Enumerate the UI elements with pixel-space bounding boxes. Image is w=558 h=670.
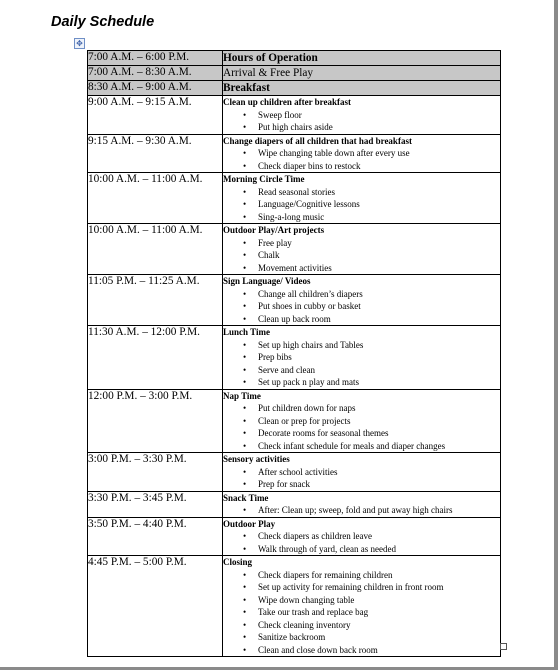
task-list: [223, 288, 500, 326]
schedule-row: [88, 491, 501, 517]
task-item: • Check diapers for remaining children: [243, 569, 500, 582]
task-item: • Walk through of yard, clean as needed: [243, 543, 500, 556]
task-item: • Prep bibs: [243, 351, 500, 364]
activity-cell: [223, 96, 501, 135]
activity-title: Outdoor Play/Art projects: [223, 225, 325, 235]
activity-title: Morning Circle Time: [223, 174, 305, 184]
task-item: • After school activities: [243, 466, 500, 479]
schedule-table: [87, 50, 501, 657]
task-item: • Set up pack n play and mats: [243, 376, 500, 389]
header-time-cell: 8:30 A.M. – 9:00 A.M.: [88, 81, 223, 96]
time-cell: 3:00 P.M. – 3:30 P.M.: [88, 453, 223, 492]
activity-title: Sign Language/ Videos: [223, 276, 311, 286]
activity-cell: [223, 389, 501, 453]
table-move-handle-icon[interactable]: ✥: [74, 38, 85, 49]
task-item: • Wipe changing table down after every use: [243, 147, 500, 160]
task-item: • Prep for snack: [243, 478, 500, 491]
time-cell: 4:45 P.M. – 5:00 P.M.: [88, 556, 223, 657]
header-time-cell: 7:00 A.M. – 6:00 P.M.: [88, 51, 223, 66]
window-edge-right: [554, 0, 558, 670]
task-list: [223, 530, 500, 555]
time-cell: 10:00 A.M. – 11:00 A.M.: [88, 224, 223, 275]
time-cell: 12:00 P.M. – 3:00 P.M.: [88, 389, 223, 453]
activity-cell: [223, 326, 501, 390]
task-item: • Clean and close down back room: [243, 644, 500, 657]
activity-title: Sensory activities: [223, 454, 290, 464]
task-list: [223, 339, 500, 389]
schedule-header-row: [88, 81, 501, 96]
task-item: • Put children down for naps: [243, 402, 500, 415]
header-time-cell: 7:00 A.M. – 8:30 A.M.: [88, 66, 223, 81]
header-label-cell: Breakfast: [223, 81, 501, 96]
schedule-row: [88, 173, 501, 224]
task-item: • Set up activity for remaining children in front room: [243, 581, 500, 594]
schedule-table-body: [88, 51, 501, 657]
activity-cell: [223, 134, 501, 173]
activity-title: Change diapers of all children that had breakfast: [223, 135, 412, 146]
time-cell: 3:50 P.M. – 4:40 P.M.: [88, 517, 223, 556]
activity-cell: [223, 517, 501, 556]
activity-title: Clean up children after breakfast: [223, 97, 352, 107]
activity-cell: [223, 173, 501, 224]
schedule-row: [88, 453, 501, 492]
task-item: • Change all children’s diapers: [243, 288, 500, 301]
header-label-cell: Arrival & Free Play: [223, 66, 501, 81]
task-item: • Chalk: [243, 249, 500, 262]
task-item: • After: Clean up; sweep, fold and put away high chairs: [243, 504, 500, 517]
task-item: • Read seasonal stories: [243, 186, 500, 199]
task-item: • Check diaper bins to restock: [243, 160, 500, 173]
schedule-row: [88, 224, 501, 275]
activity-title: Lunch Time: [223, 327, 270, 337]
schedule-row: [88, 275, 501, 326]
task-item: • Serve and clean: [243, 364, 500, 377]
task-item: • Decorate rooms for seasonal themes: [243, 427, 500, 440]
task-list: [223, 504, 500, 517]
task-list: [223, 147, 500, 172]
task-item: • Wipe down changing table: [243, 594, 500, 607]
task-list: [223, 466, 500, 491]
activity-title: Nap Time: [223, 390, 261, 401]
task-item: • Check diapers as children leave: [243, 530, 500, 543]
task-item: • Clean or prep for projects: [243, 415, 500, 428]
schedule-row: [88, 389, 501, 453]
table-resize-handle-icon[interactable]: [500, 643, 507, 650]
task-item: • Check cleaning inventory: [243, 619, 500, 632]
time-cell: 10:00 A.M. – 11:00 A.M.: [88, 173, 223, 224]
activity-cell: [223, 275, 501, 326]
task-list: [223, 569, 500, 657]
task-item: • Put high chairs aside: [243, 121, 500, 134]
task-item: • Sanitize backroom: [243, 631, 500, 644]
time-cell: 11:30 A.M. – 12:00 P.M.: [88, 326, 223, 390]
schedule-header-row: [88, 66, 501, 81]
header-label-cell: Hours of Operation: [223, 51, 501, 66]
task-item: • Language/Cognitive lessons: [243, 198, 500, 211]
task-item: • Take our trash and replace bag: [243, 606, 500, 619]
task-item: • Sing-a-long music: [243, 211, 500, 224]
schedule-row: [88, 517, 501, 556]
task-item: • Movement activities: [243, 262, 500, 275]
activity-title: Snack Time: [223, 492, 269, 503]
schedule-row: [88, 556, 501, 657]
task-item: • Check infant schedule for meals and diaper changes: [243, 440, 500, 453]
task-item: • Clean up back room: [243, 313, 500, 326]
task-list: [223, 402, 500, 452]
activity-cell: [223, 491, 501, 517]
activity-title: Closing: [223, 557, 253, 567]
task-item: • Sweep floor: [243, 109, 500, 122]
schedule-header-row: [88, 51, 501, 66]
time-cell: 11:05 P.M. – 11:25 A.M.: [88, 275, 223, 326]
activity-cell: [223, 453, 501, 492]
time-cell: 3:30 P.M. – 3:45 P.M.: [88, 491, 223, 517]
schedule-row: [88, 96, 501, 135]
task-list: [223, 186, 500, 224]
activity-cell: [223, 224, 501, 275]
task-item: • Set up high chairs and Tables: [243, 339, 500, 352]
task-list: [223, 237, 500, 275]
task-list: [223, 109, 500, 134]
activity-cell: [223, 556, 501, 657]
schedule-row: [88, 326, 501, 390]
task-item: • Put shoes in cubby or basket: [243, 300, 500, 313]
activity-title: Outdoor Play: [223, 518, 276, 529]
task-item: • Free play: [243, 237, 500, 250]
schedule-row: [88, 134, 501, 173]
time-cell: 9:00 A.M. – 9:15 A.M.: [88, 96, 223, 135]
time-cell: 9:15 A.M. – 9:30 A.M.: [88, 134, 223, 173]
document-title: Daily Schedule: [51, 14, 155, 30]
